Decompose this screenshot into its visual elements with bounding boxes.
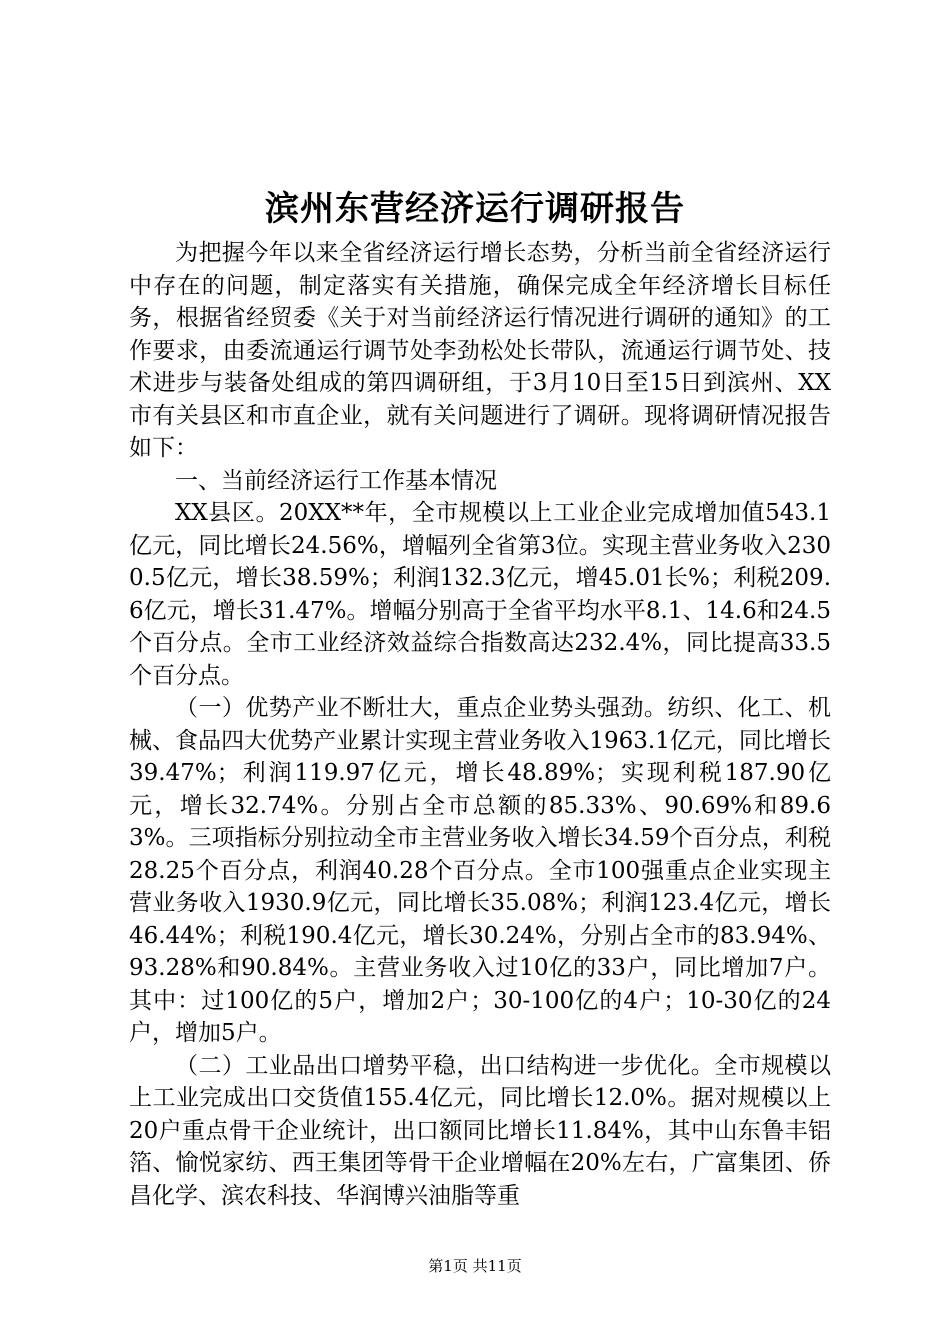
- export-paragraph: （二）工业品出口增势平稳，出口结构进一步优化。全市规模以上工业完成出口交货值155.4亿元，同比增长12.0%。据对规模以上20户重点骨干企业统计，出口额同比增长11.84%，其中山东鲁丰铝箔、愉悦家纺、西王集团等骨干企业增幅在20%左右，广富集团、侨昌化学、滨农科技、华润博兴油脂等重: [129, 1052, 831, 1209]
- overview-paragraph: XX县区。20XX**年，全市规模以上工业企业完成增加值543.1亿元，同比增长24.56%，增幅列全省第3位。实现主营业务收入2300.5亿元，增长38.59%；利润132.3亿元，增45.01长%；利税209.6亿元，增长31.47%。增幅分别高于全省平均水平8.1、14.6和24.5个百分点。全市工业经济效益综合指数高达232.4%，同比提高33.5个百分点。: [129, 500, 831, 689]
- intro-paragraph: 为把握今年以来全省经济运行增长态势，分析当前全省经济运行中存在的问题，制定落实有关措施，确保完成全年经济增长目标任务，根据省经贸委《关于对当前经济运行情况进行调研的通知》的工作要求，由委流通运行调节处李劲松处长带队，流通运行调节处、技术进步与装备处组成的第四调研组，于3月10日至15日到滨州、XX市有关县区和市直企业，就有关问题进行了调研。现将调研情况报告如下：: [129, 240, 831, 461]
- page-footer: 第1页 共11页: [428, 1257, 522, 1275]
- document-title: 滨州东营经济运行调研报告: [265, 189, 685, 229]
- section-heading: 一、当前经济运行工作基本情况: [175, 467, 497, 494]
- document-body: [129, 237, 831, 1212]
- industry-paragraph: （一）优势产业不断壮大，重点企业势头强劲。纺织、化工、机械、食品四大优势产业累计实现主营业务收入1963.1亿元，同比增长39.47%；利润119.97亿元，增长48.89%；实现利税187.90亿元，增长32.74%。分别占全市总额的85.33%、90.69%和89.63%。三项指标分别拉动全市主营业务收入增长34.59个百分点，利税28.25个百分点，利润40.28个百分点。全市100强重点企业实现主营业务收入1930.9亿元，同比增长35.08%；利润123.4亿元，增长46.44%；利税190.4亿元，增长30.24%，分别占全市的83.94%、93.28%和90.84%。主营业务收入过10亿的33户，同比增加7户。其中：过100亿的5户，增加2户；30-100亿的4户；10-30亿的24户，增加5户。: [129, 695, 831, 1046]
